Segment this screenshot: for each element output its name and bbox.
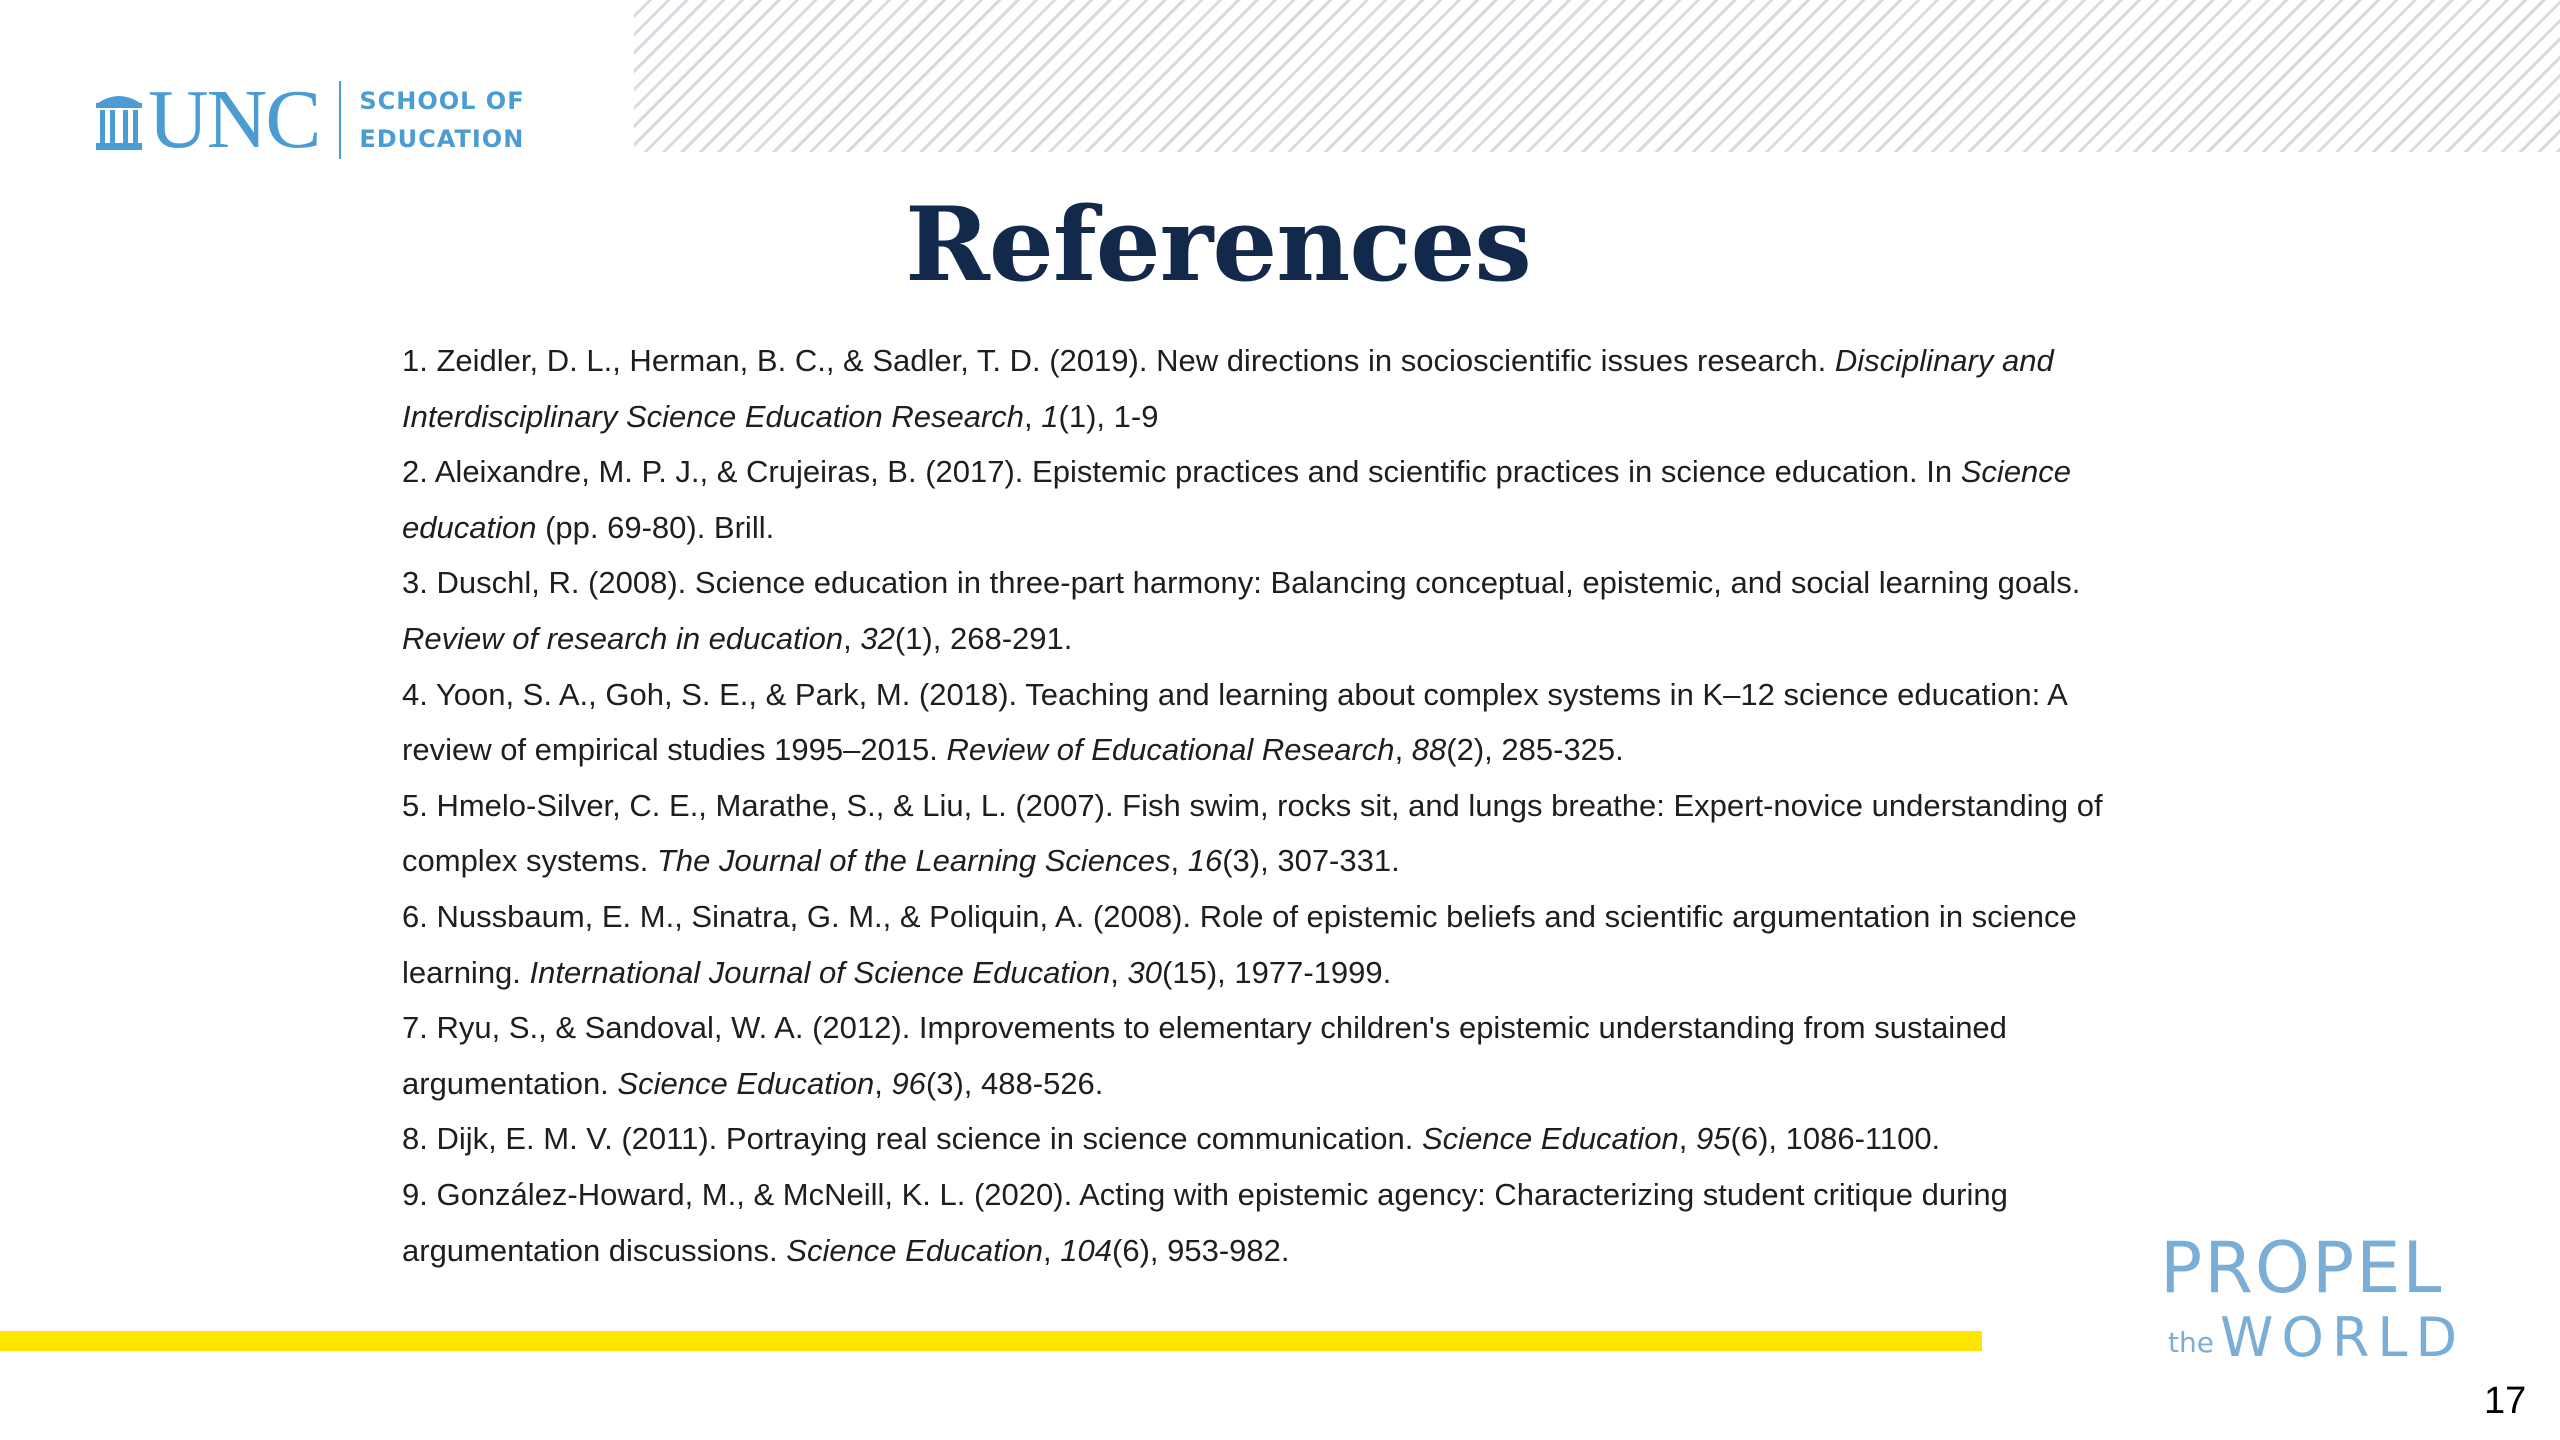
- reference-journal: Disciplinary and Interdisciplinary Science Education Research: [402, 343, 2054, 434]
- reference-volume: 16: [1187, 843, 1223, 879]
- reference-separator: ,: [843, 620, 861, 656]
- reference-journal: Science Education: [617, 1065, 875, 1101]
- reference-text: 8. Dijk, E. M. V. (2011). Portraying real science in science communication.: [402, 1121, 1422, 1157]
- reference-separator: ,: [1110, 954, 1128, 990]
- reference-volume: 95: [1696, 1121, 1731, 1157]
- reference-text: 2. Aleixandre, M. P. J., & Crujeiras, B. (2017). Epistemic practices and scientific practices in science education. In: [402, 454, 1961, 490]
- reference-volume: 32: [860, 620, 895, 656]
- reference-volume: 30: [1127, 954, 1163, 990]
- reference-text: 3. Duschl, R. (2008). Science education in three-part harmony: Balancing conceptual, epistemic, and social learning goals.: [402, 565, 2081, 601]
- reference-list: [402, 333, 2152, 1278]
- header-hatch-pattern: [634, 0, 2560, 152]
- propel-the: the: [2168, 1326, 2214, 1359]
- unc-school-of-education-logo: [94, 73, 525, 166]
- reference-item: [402, 889, 2152, 1000]
- old-well-icon: [94, 87, 144, 153]
- reference-separator: ,: [1024, 398, 1042, 434]
- reference-pages: (2), 285-325.: [1446, 732, 1624, 768]
- propel-world-word: WORLD: [2220, 1306, 2466, 1368]
- footer-yellow-bar: [0, 1331, 1982, 1351]
- reference-item: [402, 1000, 2152, 1111]
- reference-journal: Science Education: [786, 1232, 1044, 1268]
- reference-text: 1. Zeidler, D. L., Herman, B. C., & Sadler, T. D. (2019). New directions in socioscientific issues research.: [402, 343, 1835, 378]
- reference-item: [402, 333, 2152, 444]
- unc-wordmark: UNC: [148, 73, 320, 166]
- reference-journal: International Journal of Science Education: [529, 954, 1111, 990]
- reference-journal: Science education: [402, 454, 2072, 545]
- reference-item: [402, 1111, 2152, 1167]
- reference-volume: 88: [1411, 732, 1447, 768]
- reference-separator: ,: [1678, 1121, 1697, 1157]
- logo-divider: [339, 81, 341, 159]
- reference-text: 5. Hmelo-Silver, C. E., Marathe, S., & Liu, L. (2007). Fish swim, rocks sit, and lungs breathe: Expert-novice understanding of complex systems.: [402, 787, 2103, 879]
- reference-pages: (1), 1-9: [1058, 398, 1159, 434]
- reference-volume: 104: [1060, 1232, 1113, 1268]
- reference-text: 9. González-Howard, M., & McNeill, K. L. (2020). Acting with epistemic agency: Characterizing student critique during argumentation discussions.: [402, 1176, 2008, 1268]
- reference-pages: (6), 1086-1100.: [1730, 1121, 1941, 1157]
- school-line-1: SCHOOL OF: [359, 87, 525, 115]
- propel-word: PROPEL: [2160, 1228, 2444, 1309]
- reference-item: [402, 778, 2152, 889]
- reference-journal: The Journal of the Learning Sciences: [656, 843, 1171, 879]
- reference-text: 6. Nussbaum, E. M., Sinatra, G. M., & Poliquin, A. (2008). Role of epistemic beliefs and scientific argumentation in science learning.: [402, 898, 2077, 990]
- reference-volume: 1: [1041, 398, 1059, 434]
- reference-item: [402, 1167, 2152, 1278]
- page-number: 17: [2484, 1380, 2527, 1422]
- reference-journal: Science Education: [1422, 1121, 1679, 1157]
- reference-pages: (3), 307-331.: [1222, 843, 1400, 879]
- reference-journal: Review of Educational Research: [946, 732, 1395, 768]
- reference-pages: (3), 488-526.: [925, 1065, 1104, 1101]
- school-line-2: EDUCATION: [359, 125, 525, 153]
- reference-item: [402, 555, 2152, 666]
- reference-pages: (pp. 69-80). Brill.: [536, 509, 775, 545]
- propel-the-world-logo: [2152, 1228, 2472, 1368]
- reference-text: 7. Ryu, S., & Sandoval, W. A. (2012). Improvements to elementary children's epistemic understanding from sustained argumentation.: [402, 1010, 2007, 1101]
- reference-separator: ,: [874, 1065, 892, 1101]
- reference-pages: (1), 268-291.: [894, 620, 1073, 656]
- school-of-education-text: [359, 82, 524, 158]
- reference-pages: (15), 1977-1999.: [1162, 954, 1392, 990]
- reference-text: 4. Yoon, S. A., Goh, S. E., & Park, M. (2018). Teaching and learning about complex systems in K–12 science education: A review of empirical studies 1995–2015.: [402, 676, 2067, 768]
- reference-separator: ,: [1394, 732, 1412, 768]
- reference-item: [402, 444, 2152, 555]
- reference-volume: 96: [891, 1065, 926, 1101]
- reference-separator: ,: [1170, 843, 1188, 879]
- reference-item: [402, 667, 2152, 778]
- reference-separator: ,: [1043, 1232, 1061, 1268]
- reference-journal: Review of research in education: [402, 620, 844, 656]
- reference-pages: (6), 953-982.: [1112, 1232, 1290, 1268]
- slide-title: References: [905, 185, 1531, 305]
